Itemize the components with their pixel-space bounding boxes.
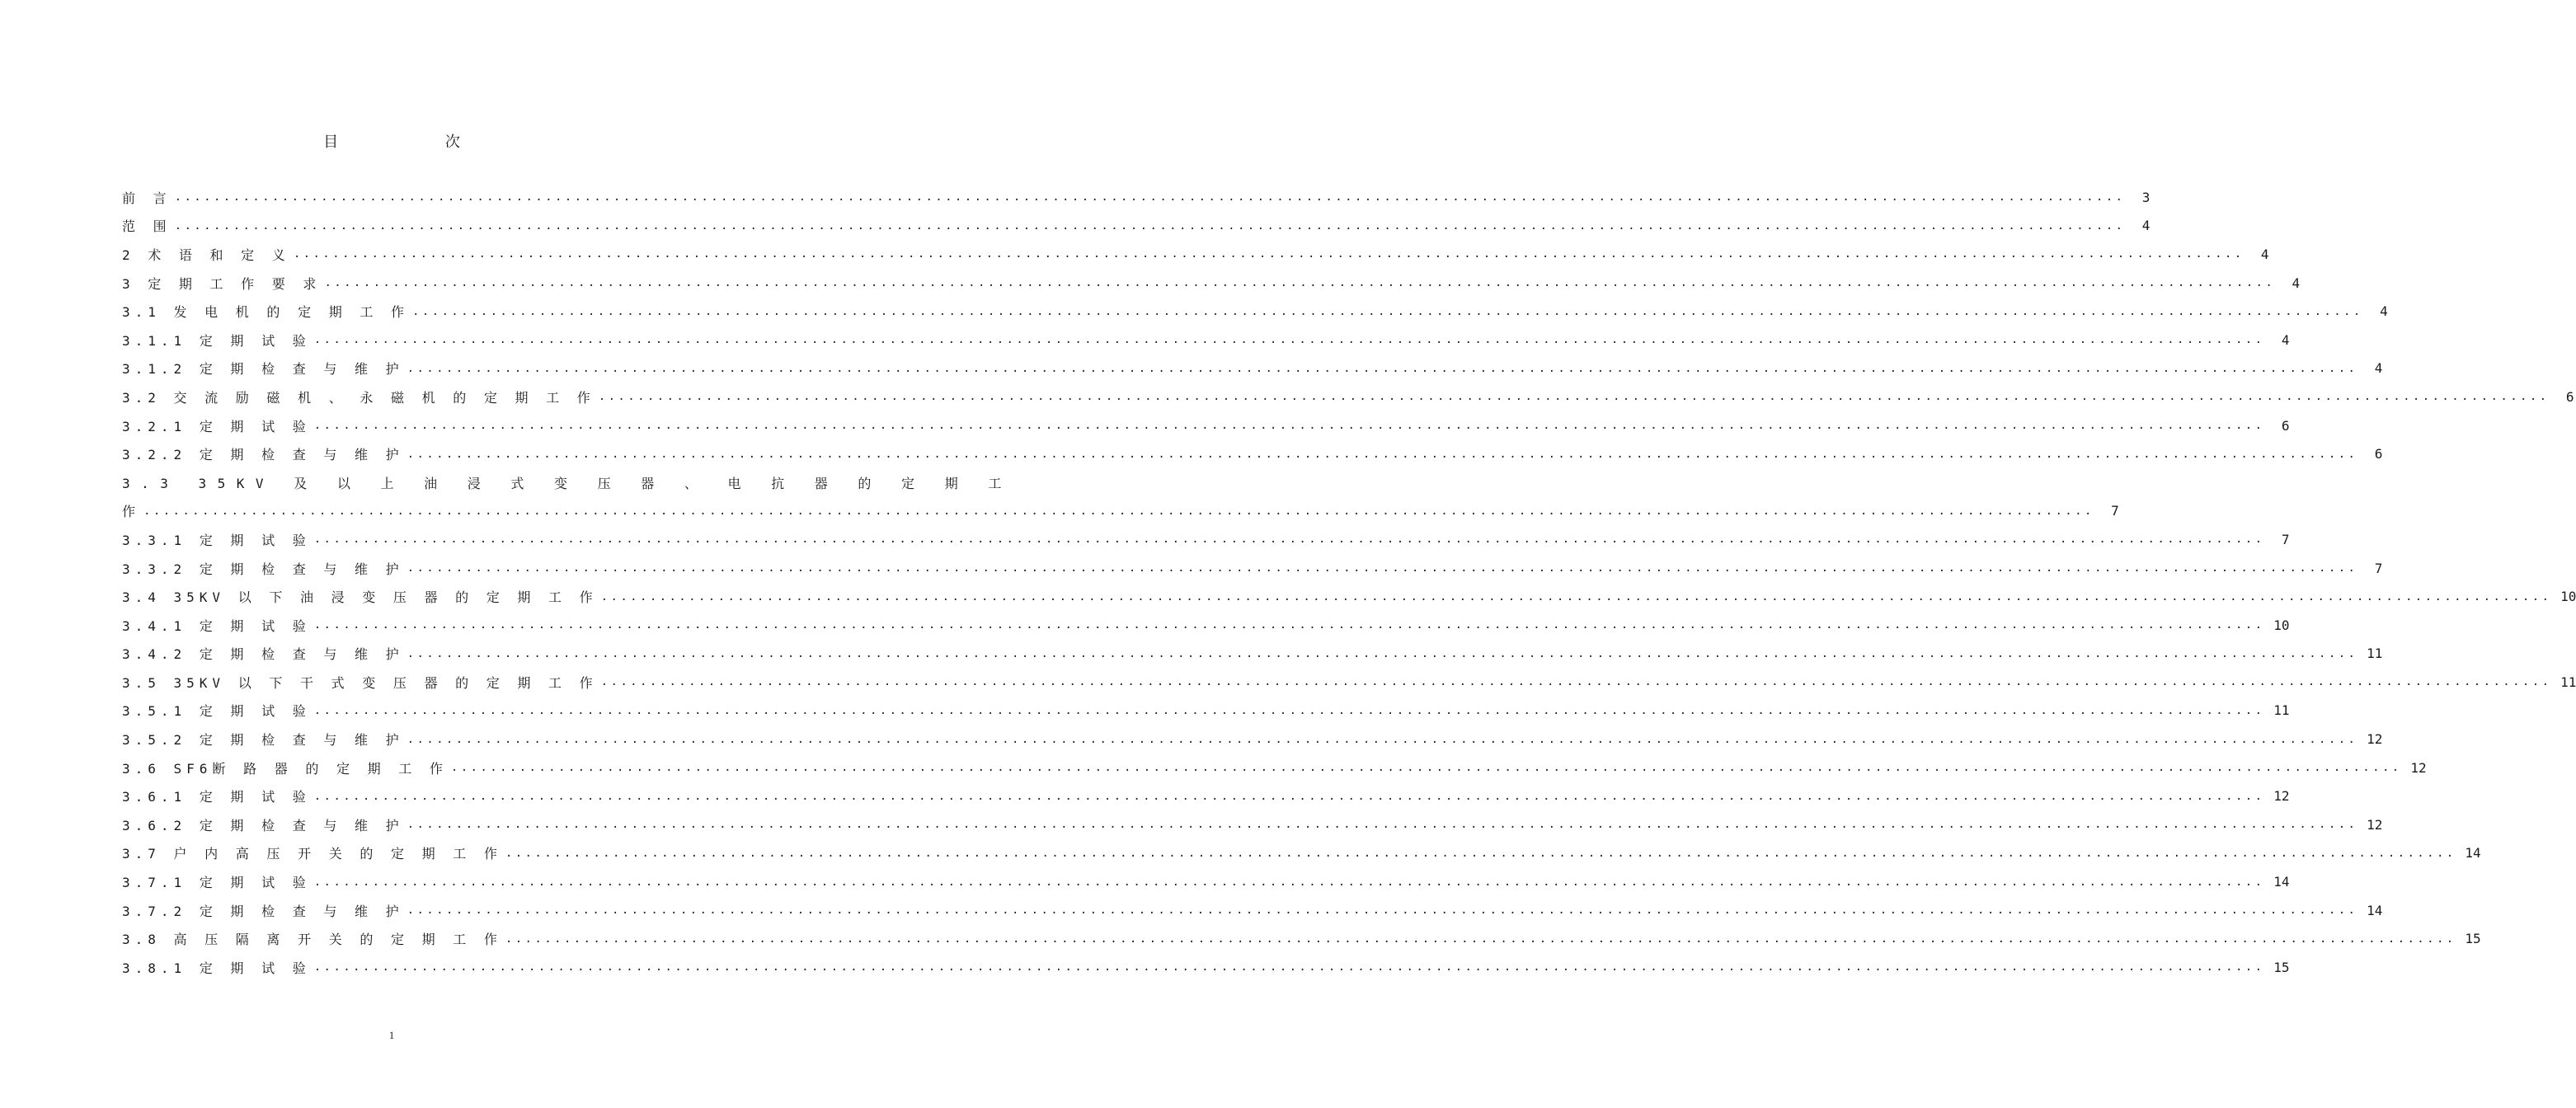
toc-entry[interactable] <box>122 411 2290 440</box>
toc-entry[interactable] <box>122 953 2290 982</box>
toc-entry-page: 11 <box>2367 646 2383 662</box>
toc-entry-label: 作 <box>122 504 141 520</box>
toc-entry-label: 3.5.2 定 期 检 查 与 维 护 <box>122 732 404 749</box>
toc-entry[interactable] <box>122 839 2481 868</box>
toc-entry-page: 11 <box>2273 702 2290 719</box>
toc-entry-page: 12 <box>2410 759 2427 776</box>
toc-entry-label: 3.1.1 定 期 试 验 <box>122 332 311 349</box>
toc-entry-page: 12 <box>2367 816 2383 833</box>
toc-entry-label: 3.1 发 电 机 的 定 期 工 作 <box>122 304 409 321</box>
toc-entry[interactable] <box>122 924 2481 953</box>
toc-leader: ........................................................................................................................................................................................................ <box>600 675 2552 689</box>
toc-leader: ........................................................................................................................................................................................................ <box>313 333 2265 347</box>
toc-leader: ........................................................................................................................................................................................................ <box>313 419 2265 433</box>
toc-entry-page: 11 <box>2560 674 2576 690</box>
toc-entry[interactable] <box>122 810 2383 839</box>
toc-entry[interactable] <box>122 554 2383 583</box>
toc-leader: ........................................................................................................................................................................................................ <box>174 218 2126 232</box>
toc-entry[interactable] <box>122 754 2427 782</box>
toc-entry-page: 6 <box>2374 446 2383 462</box>
toc-entry-label: 2 术 语 和 定 义 <box>122 246 290 263</box>
toc-entry-label: 3.3 35KV 及 以 上 油 浸 式 变 压 器 、 电 抗 器 的 定 期 工 <box>122 475 1013 491</box>
toc-entry[interactable] <box>122 297 2388 326</box>
toc-entry[interactable] <box>122 611 2290 640</box>
toc-leader: ........................................................................................................................................................................................................ <box>407 561 2358 575</box>
toc-entry-page: 3 <box>2141 189 2151 205</box>
toc-entry[interactable] <box>122 383 2574 411</box>
toc-entry-page: 6 <box>2281 417 2290 434</box>
toc-entry-page: 12 <box>2273 788 2290 805</box>
toc-leader: ........................................................................................................................................................................................................ <box>600 589 2552 603</box>
toc-leader: ........................................................................................................................................................................................................ <box>324 276 2276 290</box>
toc-entry-label: 3.6.1 定 期 试 验 <box>122 789 311 805</box>
toc-leader: ........................................................................................................................................................................................................ <box>313 875 2265 889</box>
toc-entry-page: 4 <box>2292 275 2301 291</box>
toc-entry-page: 4 <box>2260 246 2269 262</box>
toc-entry-label: 范 围 <box>122 218 172 235</box>
toc-entry[interactable] <box>122 896 2383 925</box>
toc-entry[interactable] <box>122 668 2576 697</box>
toc-leader: ........................................................................................................................................................................................................ <box>313 533 2265 547</box>
toc-leader: ........................................................................................................................................................................................................ <box>411 304 2363 318</box>
toc-entry-label: 3.3.2 定 期 检 查 与 维 护 <box>122 561 404 577</box>
toc-entry-label: 3.4.1 定 期 试 验 <box>122 617 311 634</box>
toc-leader: ........................................................................................................................................................................................................ <box>174 190 2126 204</box>
toc-entry-label: 3.6.2 定 期 检 查 与 维 护 <box>122 817 404 833</box>
toc-entry-label: 3.7.1 定 期 试 验 <box>122 875 311 891</box>
toc-entry[interactable] <box>122 183 2151 212</box>
toc-entry-page: 14 <box>2465 845 2481 862</box>
toc-entry-label: 3.7 户 内 高 压 开 关 的 定 期 工 作 <box>122 846 502 862</box>
toc-leader: ........................................................................................................................................................................................................ <box>407 646 2358 660</box>
toc-entry[interactable] <box>122 582 2576 611</box>
toc-entry-page: 7 <box>2281 531 2290 547</box>
toc-entry[interactable] <box>122 326 2290 354</box>
toc-entry-label: 3.2 交 流 励 磁 机 、 永 磁 机 的 定 期 工 作 <box>122 389 595 406</box>
toc-leader: ........................................................................................................................................................................................................ <box>407 732 2358 746</box>
toc-entry-label: 3.2.2 定 期 检 查 与 维 护 <box>122 447 404 463</box>
toc-entry-label: 3.7.2 定 期 检 查 与 维 护 <box>122 903 404 919</box>
toc-entry-label: 3.6 SF6断 路 器 的 定 期 工 作 <box>122 760 448 777</box>
toc-leader: ........................................................................................................................................................................................................ <box>313 960 2265 974</box>
toc-entry-label: 3 定 期 工 作 要 求 <box>122 275 322 292</box>
toc-leader: ........................................................................................................................................................................................................ <box>143 504 2094 518</box>
toc-entry-label: 3.1.2 定 期 检 查 与 维 护 <box>122 361 404 378</box>
toc-entry[interactable] <box>122 782 2290 810</box>
toc-leader: ........................................................................................................................................................................................................ <box>407 904 2358 918</box>
toc-entry-label: 前 言 <box>122 190 172 206</box>
toc-leader: ........................................................................................................................................................................................................ <box>313 618 2265 632</box>
toc-leader: ........................................................................................................................................................................................................ <box>407 361 2358 375</box>
toc-entry-page: 4 <box>2281 331 2290 348</box>
toc-entry-label: 3.4 35KV 以 下 油 浸 变 压 器 的 定 期 工 作 <box>122 589 598 606</box>
toc-title: 目 次 <box>323 134 511 151</box>
table-of-contents <box>122 183 2576 982</box>
toc-entry-wrapped-line[interactable] <box>122 468 1013 497</box>
toc-entry-label: 3.5.1 定 期 试 验 <box>122 703 311 720</box>
toc-entry-page: 4 <box>2141 218 2151 234</box>
toc-leader: ........................................................................................................................................................................................................ <box>407 818 2358 832</box>
toc-leader: ........................................................................................................................................................................................................ <box>505 932 2456 946</box>
toc-entry-page: 10 <box>2273 617 2290 633</box>
toc-entry[interactable] <box>122 497 2119 526</box>
toc-entry-page: 4 <box>2380 303 2388 320</box>
toc-entry[interactable] <box>122 525 2290 554</box>
toc-entry[interactable] <box>122 867 2290 896</box>
toc-leader: ........................................................................................................................................................................................................ <box>313 789 2265 803</box>
toc-entry-page: 6 <box>2565 388 2574 405</box>
toc-entry-page: 15 <box>2273 959 2290 975</box>
toc-entry-page: 15 <box>2465 931 2481 947</box>
toc-entry-label: 3.2.1 定 期 试 验 <box>122 418 311 434</box>
toc-entry-label: 3.5 35KV 以 下 干 式 变 压 器 的 定 期 工 作 <box>122 674 598 691</box>
toc-entry[interactable] <box>122 212 2151 241</box>
page-number: 1 <box>388 1029 395 1041</box>
toc-entry-label: 3.8.1 定 期 试 验 <box>122 960 311 976</box>
toc-leader: ........................................................................................................................................................................................................ <box>450 761 2402 775</box>
toc-entry[interactable] <box>122 354 2383 383</box>
toc-entry-label: 3.3.1 定 期 试 验 <box>122 532 311 548</box>
toc-entry-page: 14 <box>2273 874 2290 890</box>
toc-leader: ........................................................................................................................................................................................................ <box>505 846 2456 860</box>
toc-entry-page: 4 <box>2374 360 2383 377</box>
toc-entry-page: 10 <box>2560 589 2576 605</box>
toc-entry[interactable] <box>122 269 2301 298</box>
toc-entry-label: 3.8 高 压 隔 离 开 关 的 定 期 工 作 <box>122 932 502 948</box>
toc-entry-page: 12 <box>2367 731 2383 748</box>
toc-leader: ........................................................................................................................................................................................................ <box>407 447 2358 461</box>
toc-entry[interactable] <box>122 439 2383 468</box>
toc-entry-page: 7 <box>2374 560 2383 576</box>
toc-entry[interactable] <box>122 240 2269 269</box>
toc-leader: ........................................................................................................................................................................................................ <box>598 390 2550 404</box>
toc-entry[interactable] <box>122 640 2383 669</box>
toc-entry[interactable] <box>122 697 2290 725</box>
toc-leader: ........................................................................................................................................................................................................ <box>313 703 2265 717</box>
toc-entry-page: 7 <box>2111 503 2119 519</box>
toc-leader: ........................................................................................................................................................................................................ <box>293 247 2245 261</box>
toc-entry-page: 14 <box>2367 902 2383 918</box>
toc-entry[interactable] <box>122 725 2383 754</box>
toc-entry-label: 3.4.2 定 期 检 查 与 维 护 <box>122 646 404 663</box>
